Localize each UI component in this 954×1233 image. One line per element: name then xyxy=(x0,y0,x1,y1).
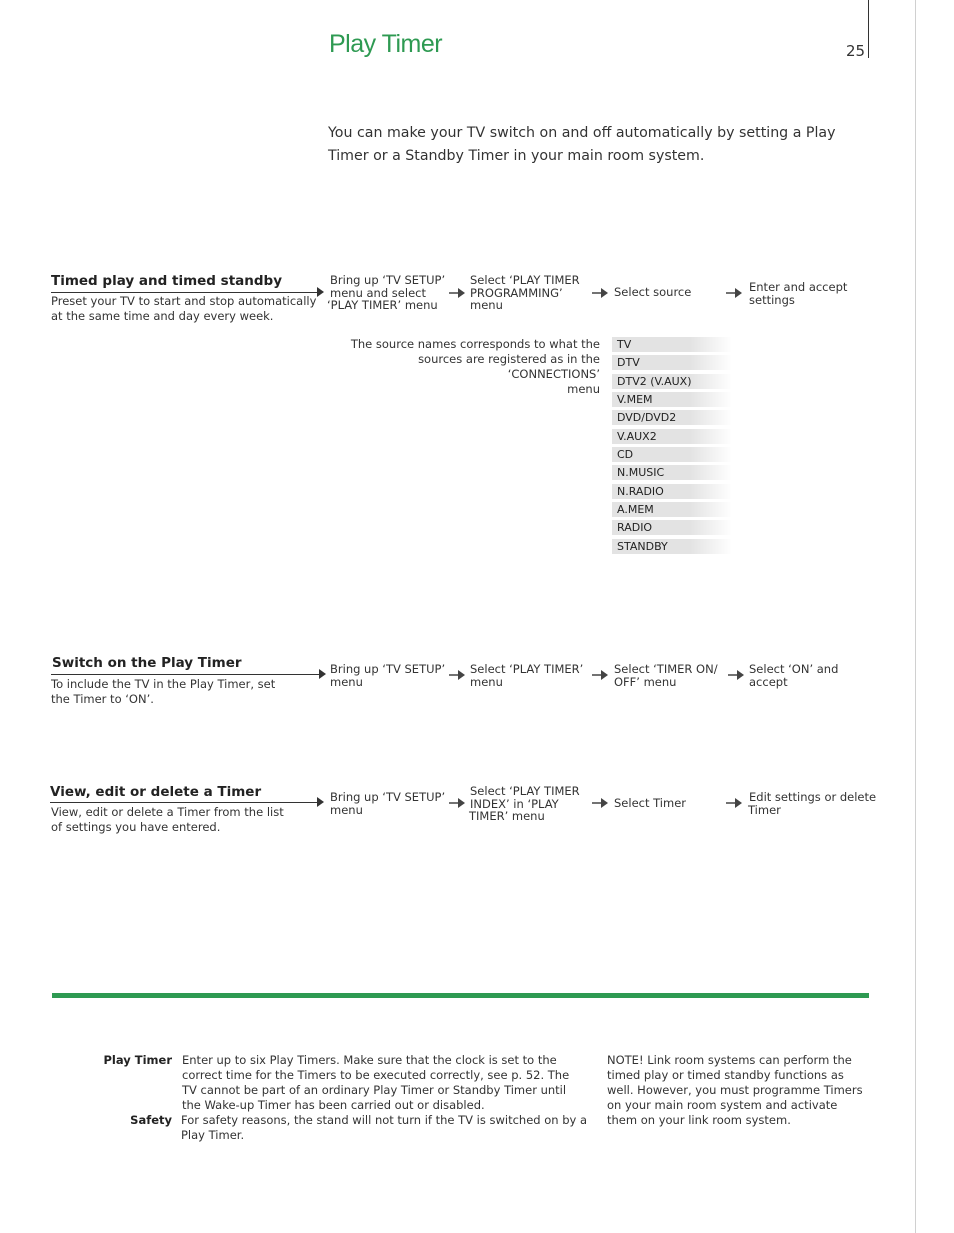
footer-label-play-timer: Play Timer xyxy=(103,1053,172,1067)
arrow-right-icon xyxy=(449,669,465,681)
source-item: N.MUSIC xyxy=(612,465,732,480)
section-rule xyxy=(51,674,321,675)
section-rule xyxy=(50,802,319,803)
step-4: Edit settings or delete Timer xyxy=(748,790,877,817)
step-3: Select ‘TIMER ON/ OFF’ menu xyxy=(614,662,718,689)
section-description: To include the TV in the Play Timer, set the Timer to ‘ON’. xyxy=(51,677,276,706)
source-item: CD xyxy=(612,447,732,462)
source-item: TV xyxy=(612,337,732,352)
arrow-right-icon xyxy=(728,669,744,681)
section-title-view-edit-delete: View, edit or delete a Timer xyxy=(50,784,262,800)
step-1: Bring up ‘TV SETUP’ menu and select ‘PLAY TIMER’ menu xyxy=(327,273,446,312)
arrow-right-icon xyxy=(592,797,608,809)
intro-paragraph: You can make your TV switch on and off automatically by setting a Play Timer or a Standby Timer in your main room system. xyxy=(328,125,836,164)
footer-text-play-timer: Enter up to six Play Timers. Make sure that the clock is set to the correct time for the Timers to be executed correctly, see p. 52. The TV cannot be part of an ordinary Play Timer or Standby Timer until the Wake-up Timer has been carried out or disabled. xyxy=(182,1053,570,1112)
step-3: Select Timer xyxy=(614,796,687,810)
footer-text-safety: For safety reasons, the stand will not turn if the TV is switched on by a Play Timer. xyxy=(181,1113,588,1142)
source-item: A.MEM xyxy=(612,502,732,517)
page-number: 25 xyxy=(846,42,866,60)
source-item: N.RADIO xyxy=(612,484,732,499)
source-item: DTV xyxy=(612,355,732,370)
step-2: Select ‘PLAY TIMER’ menu xyxy=(470,662,584,689)
footer-divider xyxy=(52,993,869,998)
step-3: Select source xyxy=(614,285,692,299)
source-item: DVD/DVD2 xyxy=(612,410,732,425)
section-title-switch-on: Switch on the Play Timer xyxy=(52,655,242,671)
source-item: DTV2 (V.AUX) xyxy=(612,374,732,389)
rule-arrowhead-icon xyxy=(319,669,326,679)
source-item: V.MEM xyxy=(612,392,732,407)
source-item: RADIO xyxy=(612,520,732,535)
rule-arrowhead-icon xyxy=(317,797,324,807)
step-2: Select ‘PLAY TIMER PROGRAMMING’ menu xyxy=(470,273,580,312)
source-note: The source names corresponds to what the sources are registered as in the ‘CONNECTIONS’ menu xyxy=(350,337,600,396)
source-item: V.AUX2 xyxy=(612,429,732,444)
page-edge-line xyxy=(915,0,916,1233)
arrow-right-icon xyxy=(592,287,608,299)
arrow-right-icon xyxy=(449,287,465,299)
section-description: View, edit or delete a Timer from the list of settings you have entered. xyxy=(51,805,284,834)
source-item: STANDBY xyxy=(612,539,732,554)
section-title-timed-play: Timed play and timed standby xyxy=(51,273,282,289)
footer-note: NOTE! Link room systems can perform the timed play or timed standby functions as well. However, you must programme Timers on your main room system and activate them on your link room system. xyxy=(607,1053,863,1127)
arrow-right-icon xyxy=(449,797,465,809)
page-title: Play Timer xyxy=(329,30,443,58)
arrow-right-icon xyxy=(726,287,742,299)
step-1: Bring up ‘TV SETUP’ menu xyxy=(330,790,446,817)
arrow-right-icon xyxy=(726,797,742,809)
page-edge-marker xyxy=(868,0,869,58)
step-4: Select ‘ON’ and accept xyxy=(749,662,839,689)
step-1: Bring up ‘TV SETUP’ menu xyxy=(330,662,446,689)
section-rule xyxy=(51,292,319,293)
step-2: Select ‘PLAY TIMER INDEX’ in ‘PLAY TIMER’ menu xyxy=(469,784,580,823)
section-description: Preset your TV to start and stop automatically at the same time and day every week. xyxy=(51,294,317,323)
step-4: Enter and accept settings xyxy=(749,280,848,307)
arrow-right-icon xyxy=(592,669,608,681)
footer-label-safety: Safety xyxy=(130,1113,172,1127)
